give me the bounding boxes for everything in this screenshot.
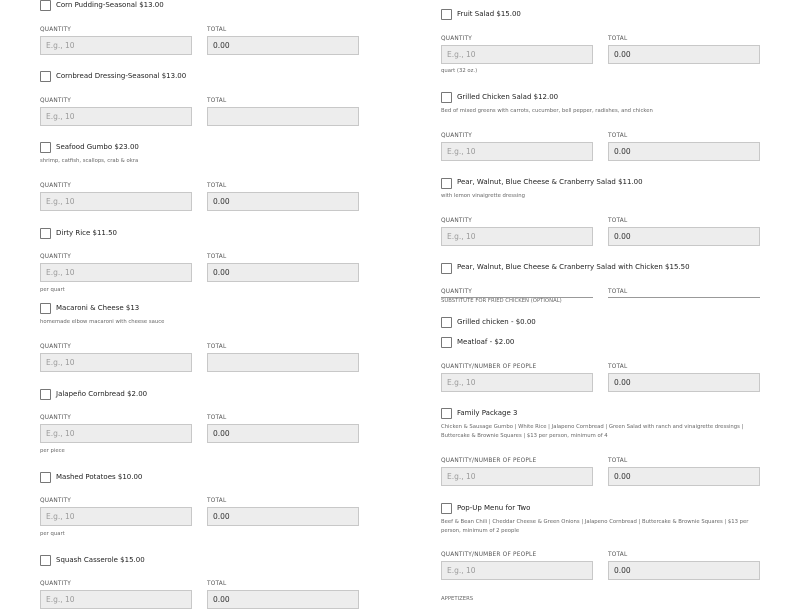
item-title: Pop-Up Menu for Two — [457, 504, 531, 512]
quantity-label: QUANTITY — [40, 254, 72, 260]
unit-note: per quart — [40, 531, 65, 537]
total-field: 0.00 — [608, 45, 760, 64]
item-title: Family Package 3 — [457, 409, 518, 417]
total-field: 0.00 — [608, 373, 760, 392]
total-label: TOTAL — [608, 552, 628, 558]
option-title: Meatloaf - $2.00 — [457, 338, 515, 346]
item-checkbox[interactable] — [441, 263, 452, 274]
total-field: 0.00 — [207, 424, 359, 443]
quantity-people-label: QUANTITY/NUMBER OF PEOPLE — [441, 552, 537, 558]
quantity-input[interactable]: E.g., 10 — [40, 507, 192, 526]
item-title: Dirty Rice $11.50 — [56, 229, 118, 237]
total-label: TOTAL — [207, 98, 227, 104]
item-title: Pear, Walnut, Blue Cheese & Cranberry Salad with Chicken $15.50 — [457, 263, 690, 271]
total-field: 0.00 — [608, 561, 760, 580]
total-field — [207, 107, 359, 126]
total-field: 0.00 — [207, 36, 359, 55]
total-label: TOTAL — [608, 364, 628, 370]
item-checkbox[interactable] — [441, 178, 452, 189]
item-title: Grilled Chicken Salad $12.00 — [457, 93, 559, 101]
quantity-label: QUANTITY — [441, 133, 473, 139]
item-checkbox[interactable] — [40, 0, 51, 11]
item-checkbox[interactable] — [40, 142, 51, 153]
item-checkbox[interactable] — [441, 503, 452, 514]
total-field: 0.00 — [207, 192, 359, 211]
unit-note: per piece — [40, 448, 65, 454]
item-description: Beef & Bean Chili | Cheddar Cheese & Green Onions | Jalapeno Cornbread | Buttercake & Brownie Squares | $13 per — [441, 519, 749, 525]
item-title: Squash Casserole $15.00 — [56, 556, 145, 564]
item-checkbox[interactable] — [441, 9, 452, 20]
total-label: TOTAL — [207, 498, 227, 504]
item-title: Fruit Salad $15.00 — [457, 10, 521, 18]
quantity-input[interactable]: E.g., 10 — [40, 424, 192, 443]
item-description: person, minimum of 2 people — [441, 528, 520, 534]
quantity-input[interactable]: E.g., 10 — [441, 373, 593, 392]
quantity-label: QUANTITY — [40, 498, 72, 504]
quantity-input[interactable]: E.g., 10 — [441, 142, 593, 161]
quantity-input[interactable]: E.g., 10 — [441, 561, 593, 580]
item-checkbox[interactable] — [40, 303, 51, 314]
item-checkbox[interactable] — [40, 472, 51, 483]
total-field: 0.00 — [207, 507, 359, 526]
total-underline — [608, 297, 760, 298]
option-title: Grilled chicken - $0.00 — [457, 318, 536, 326]
quantity-input[interactable]: E.g., 10 — [441, 45, 593, 64]
substitute-label: SUBSTITUTE FOR FRIED CHICKEN (OPTIONAL) — [441, 298, 562, 303]
item-checkbox[interactable] — [441, 408, 452, 419]
quantity-input[interactable]: E.g., 10 — [40, 590, 192, 609]
quantity-label: QUANTITY — [441, 218, 473, 224]
item-description: shrimp, catfish, scallops, crab & okra — [40, 158, 139, 164]
total-label: TOTAL — [207, 581, 227, 587]
item-description: with lemon vinaigrette dressing — [441, 193, 525, 199]
total-label: TOTAL — [608, 36, 628, 42]
quantity-label: QUANTITY — [40, 27, 72, 33]
unit-note: per quart — [40, 287, 65, 293]
total-label: TOTAL — [608, 289, 628, 295]
item-checkbox[interactable] — [40, 228, 51, 239]
quantity-input[interactable]: E.g., 10 — [40, 36, 192, 55]
total-label: TOTAL — [608, 218, 628, 224]
total-label: TOTAL — [207, 344, 227, 350]
item-title: Corn Pudding-Seasonal $13.00 — [56, 1, 164, 9]
quantity-people-label: QUANTITY/NUMBER OF PEOPLE — [441, 364, 537, 370]
quantity-label: QUANTITY — [40, 98, 72, 104]
item-title: Mashed Potatoes $10.00 — [56, 473, 143, 481]
item-description: Chicken & Sausage Gumbo | White Rice | Jalapeno Cornbread | Green Salad with ranch and vinaigrette dressings | — [441, 424, 744, 430]
option-checkbox[interactable] — [441, 317, 452, 328]
item-description: Buttercake & Brownie Squares | $13 per person, minimum of 4 — [441, 433, 608, 439]
item-description: homemade elbow macaroni with cheese sauce — [40, 319, 165, 325]
quantity-label: QUANTITY — [40, 415, 72, 421]
item-title: Macaroni & Cheese $13 — [56, 304, 140, 312]
item-title: Jalapeño Cornbread $2.00 — [56, 390, 148, 398]
option-checkbox[interactable] — [441, 337, 452, 348]
total-label: TOTAL — [207, 183, 227, 189]
quantity-input[interactable]: E.g., 10 — [40, 353, 192, 372]
quantity-label: QUANTITY — [40, 183, 72, 189]
total-field — [207, 353, 359, 372]
item-description: Bed of mixed greens with carrots, cucumber, bell pepper, radishes, and chicken — [441, 108, 653, 114]
total-label: TOTAL — [207, 27, 227, 33]
total-field: 0.00 — [207, 590, 359, 609]
total-label: TOTAL — [608, 133, 628, 139]
quantity-label: QUANTITY — [441, 289, 473, 295]
unit-note: quart (32 oz.) — [441, 68, 478, 74]
item-checkbox[interactable] — [40, 389, 51, 400]
total-label: TOTAL — [608, 458, 628, 464]
quantity-people-label: QUANTITY/NUMBER OF PEOPLE — [441, 458, 537, 464]
item-title: Pear, Walnut, Blue Cheese & Cranberry Salad $11.00 — [457, 178, 643, 186]
quantity-input[interactable]: E.g., 10 — [40, 192, 192, 211]
item-title: Seafood Gumbo $23.00 — [56, 143, 139, 151]
quantity-input[interactable]: E.g., 10 — [441, 467, 593, 486]
quantity-label: QUANTITY — [40, 581, 72, 587]
total-label: TOTAL — [207, 415, 227, 421]
total-field: 0.00 — [608, 467, 760, 486]
quantity-input[interactable]: E.g., 10 — [40, 107, 192, 126]
quantity-input[interactable]: E.g., 10 — [40, 263, 192, 282]
item-checkbox[interactable] — [40, 555, 51, 566]
item-checkbox[interactable] — [40, 71, 51, 82]
quantity-label: QUANTITY — [40, 344, 72, 350]
quantity-input[interactable]: E.g., 10 — [441, 227, 593, 246]
item-title: Cornbread Dressing-Seasonal $13.00 — [56, 72, 187, 80]
section-heading-cutoff: APPETIZERS — [441, 596, 474, 602]
total-field: 0.00 — [608, 142, 760, 161]
total-label: TOTAL — [207, 254, 227, 260]
total-field: 0.00 — [207, 263, 359, 282]
total-field: 0.00 — [608, 227, 760, 246]
quantity-label: QUANTITY — [441, 36, 473, 42]
item-checkbox[interactable] — [441, 92, 452, 103]
